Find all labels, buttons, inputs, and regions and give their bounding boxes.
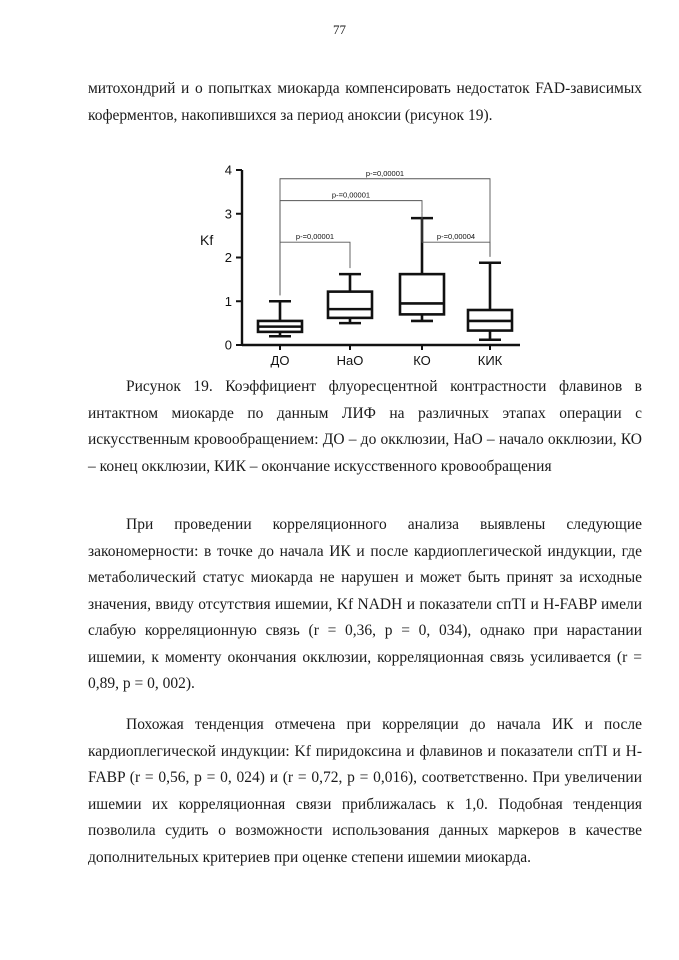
box-plot-chart <box>190 160 530 370</box>
y-axis-label: Kf <box>200 232 214 248</box>
intro-paragraph: митохондрий и о попытках миокарда компенсировать недостаток FAD-зависимых коферментов, накопившихся за период аноксии (рисунок 19). <box>88 80 642 124</box>
x-tick-label: ДО <box>270 353 290 368</box>
y-tick-label: 4 <box>224 162 232 178</box>
significance-bracket <box>280 242 350 295</box>
significance-label: p-=0,00001 <box>365 168 405 178</box>
x-tick-label: КИК <box>477 353 503 368</box>
x-tick-label: НаО <box>336 353 364 368</box>
y-tick-label: 2 <box>224 250 232 265</box>
page-number: 77 <box>333 22 346 37</box>
y-tick-label: 1 <box>224 293 232 309</box>
significance-label: p-=0,00001 <box>295 232 335 242</box>
y-tick-label: 3 <box>224 206 232 222</box>
x-tick-label: КО <box>413 353 431 368</box>
figure-19 <box>190 160 530 370</box>
body-paragraph-1: При проведении корреляционного анализа выявлены следующие закономерности: в точке до начала ИК и после кардиоплегической индукции, где метаболический статус миокарда не нарушен и может быть принят за исходные значения, ввиду отсутствия ишемии, Kf NADH и показатели cпTI и H-FABP имели слабую корреляционную связь (r = 0,36, p = 0, 034), однако при нарастании ишемии, к моменту окончания окклюзии, корреляционная связь усиливается (r = 0,89, p = 0, 002). <box>88 516 642 692</box>
body-paragraph-2: Похожая тенденция отмечена при корреляции до начала ИК и после кардиоплегической индукции: Kf пиридоксина и флавинов и показатели cпTI и H-FABP (r = 0,56, p = 0, 024) и (r = 0,72, p = 0,016), соответственно. При увеличении ишемии их корреляционная связи приближалась к 1,0. Подобная тенденция позволила судить о возможности использования данных маркеров в качестве дополнительных критериев при оценке степени ишемии миокарда. <box>88 716 642 866</box>
figure-caption: Рисунок 19. Коэффициент флуоресцентной контрастности флавинов в интактном миокарде по данным ЛИФ на различных этапах операции с искусственным кровообращением: ДО – до окклюзии, НаО – начало окклюзии, КО – конец окклюзии, КИК – окончание искусственного кровообращения <box>88 378 642 475</box>
significance-label: p-=0,00001 <box>331 190 371 200</box>
y-tick-label: 0 <box>224 337 232 353</box>
significance-label: p-=0,00004 <box>436 232 476 242</box>
box-iqr <box>328 292 372 318</box>
box-iqr <box>400 274 444 314</box>
